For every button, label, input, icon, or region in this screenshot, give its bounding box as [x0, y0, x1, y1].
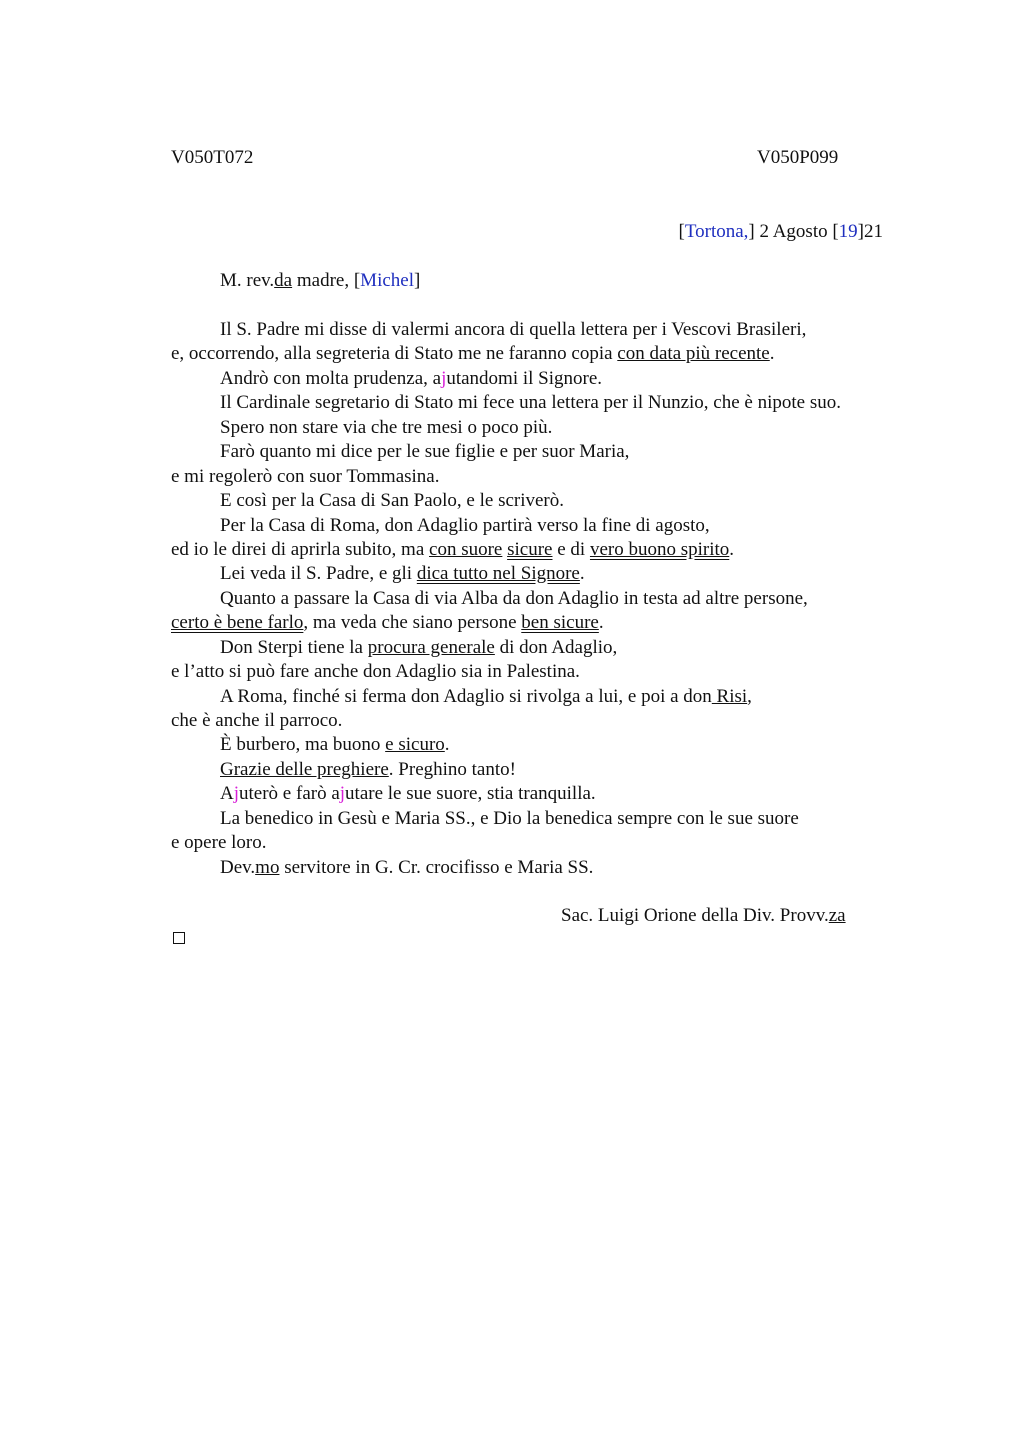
year-text: ]21: [857, 221, 883, 242]
signature-text: Sac. Luigi Orione della Div. Provv.: [561, 905, 829, 926]
line-text: E così per la Casa di San Paolo, e le scriverò.: [220, 490, 565, 512]
line-text: Quanto a passare la Casa di via Alba da don Adaglio in testa ad altre persone,: [220, 587, 808, 609]
date-line: [679, 221, 883, 243]
underlined-text: ben sicure: [521, 612, 599, 634]
letter-line: [171, 562, 911, 586]
line-text: Don Sterpi tiene la: [220, 636, 368, 658]
letter-line: [171, 416, 911, 440]
letter-line: [171, 807, 911, 831]
line-text: . Preghino tanto!: [388, 758, 516, 780]
underlined-text: dica tutto nel Signore: [416, 563, 580, 585]
line-text: Andrò con molta prudenza, a: [220, 367, 442, 389]
line-text: .: [598, 612, 604, 634]
letter-line: [171, 782, 911, 806]
line-text: e mi regolerò con suor Tommasina.: [171, 465, 440, 487]
letter-line: [171, 636, 911, 660]
salutation-abbrev: da: [274, 270, 293, 291]
year-correction: 19: [838, 221, 858, 242]
underlined-text: sicure: [507, 538, 553, 560]
salutation-text: madre, [: [292, 270, 361, 291]
line-text: La benedico in Gesù e Maria SS., e Dio la benedica sempre con le sue suore: [220, 807, 799, 829]
underlined-text: con suore: [429, 538, 503, 560]
line-text: A Roma, finché si ferma don Adaglio si rivolga a lui, e poi a don: [220, 685, 712, 707]
line-text: utandomi il Signore.: [446, 367, 603, 389]
letter-line: [171, 856, 911, 880]
line-text: .: [579, 563, 585, 585]
line-text: Farò quanto mi dice per le sue figlie e per suor Maria,: [220, 441, 630, 463]
line-text: È burbero, ma buono: [220, 734, 386, 756]
line-text: uterò e farò a: [239, 783, 340, 805]
letter-line: [171, 733, 911, 757]
line-text: servitore in G. Cr. crocifisso e Maria SS.: [279, 856, 594, 878]
underlined-text: e sicuro: [385, 734, 445, 756]
underlined-text: vero buono spirito: [589, 538, 730, 560]
letter-line: [171, 538, 911, 562]
line-text: Il Cardinale segretario di Stato mi fece una lettera per il Nunzio, che è nipote suo.: [220, 392, 841, 414]
letter-line: [171, 709, 911, 733]
salutation-close: ]: [414, 270, 421, 291]
orthographic-letter: j: [441, 367, 447, 389]
line-text: che è anche il parroco.: [171, 710, 343, 731]
line-text: Spero non stare via che tre mesi o poco più.: [220, 416, 553, 438]
line-text: .: [444, 734, 450, 756]
letter-line: [171, 489, 911, 513]
line-text: , ma veda che siano persone: [303, 612, 522, 634]
letter-line: [171, 660, 911, 684]
letter-line: [171, 611, 911, 635]
line-text: e opere loro.: [171, 832, 267, 854]
salutation-title: M. rev.: [220, 270, 275, 291]
letter-body: [171, 318, 911, 880]
letter-line: [171, 367, 911, 391]
underlined-text: procura generale: [367, 636, 495, 658]
orthographic-letter: j: [233, 783, 240, 805]
line-text: e, occorrendo, alla segreteria di Stato me ne faranno copia: [171, 343, 618, 365]
letter-line: [171, 587, 911, 611]
letter-line: [171, 391, 911, 415]
underlined-text: Risi: [711, 685, 748, 707]
line-text: e di: [552, 538, 590, 560]
underlined-text: certo è bene farlo: [171, 612, 304, 634]
recipient-name: Michel: [360, 270, 414, 291]
bracket-open: [: [678, 221, 685, 242]
letter-line: [171, 758, 911, 782]
place-name: Tortona,: [684, 221, 749, 242]
underlined-text: con data più recente: [617, 343, 770, 365]
signature: [561, 905, 846, 927]
date-text: ] 2 Agosto [: [748, 221, 839, 242]
line-text: e l’atto si può fare anche don Adaglio sia in Palestina.: [171, 661, 580, 683]
salutation: [220, 270, 420, 292]
line-text: utare le sue suore, stia tranquilla.: [345, 783, 596, 805]
line-text: .: [769, 343, 775, 365]
letter-line: [171, 831, 911, 855]
line-text: .: [729, 538, 735, 560]
line-text: Lei veda il S. Padre, e gli: [220, 563, 417, 585]
end-of-letter-box-icon: [173, 932, 185, 944]
letter-line: [171, 342, 911, 366]
letter-line: [171, 318, 911, 342]
document-code-left: V050T072: [171, 147, 254, 168]
letter-line: [171, 465, 911, 489]
underlined-text: Grazie delle preghiere: [220, 758, 389, 780]
line-text: Per la Casa di Roma, don Adaglio partirà verso la fine di agosto,: [220, 514, 710, 536]
underlined-text: mo: [255, 856, 280, 878]
line-text: ed io le direi di aprirla subito, ma: [171, 538, 430, 560]
line-text: Il S. Padre mi disse di valermi ancora di quella lettera per i Vescovi Brasileri,: [220, 319, 807, 340]
document-code-right: V050P099: [757, 147, 839, 168]
line-text: di don Adaglio,: [494, 636, 618, 658]
letter-line: [171, 440, 911, 464]
signature-abbrev: za: [828, 905, 846, 926]
letter-line: [171, 514, 911, 538]
line-text: ,: [747, 685, 752, 707]
orthographic-letter: j: [339, 783, 346, 805]
letter-line: [171, 685, 911, 709]
line-text: Dev.: [220, 856, 256, 878]
line-text: A: [220, 783, 234, 805]
